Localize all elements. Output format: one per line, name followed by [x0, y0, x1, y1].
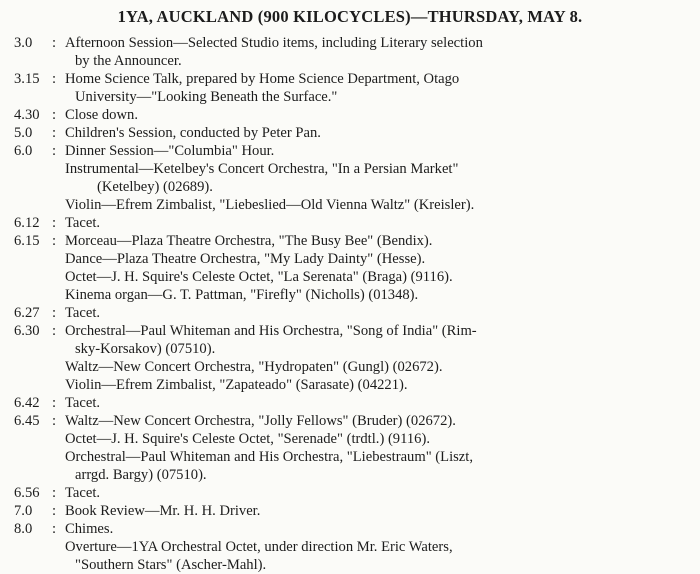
programme-text: Overture—1YA Orchestral Octet, under direction Mr. Eric Waters, — [65, 539, 453, 555]
programme-text: Tacet. — [65, 395, 101, 411]
programme-text: Dance—Plaza Theatre Orchestra, "My Lady Dainty" (Hesse). — [65, 251, 426, 267]
programme-text: Violin—Efrem Zimbalist, "Liebeslied—Old Vienna Waltz" (Kreisler). — [65, 197, 475, 213]
programme-text: Home Science Talk, prepared by Home Science Department, Otago — [65, 71, 460, 87]
time-slot: 6.30 — [14, 323, 40, 339]
time-slot: 6.45 — [14, 413, 40, 429]
time-slot: 6.42 — [14, 395, 40, 411]
time-slot: 3.0 — [14, 35, 33, 51]
programme-text: Waltz—New Concert Orchestra, "Jolly Fellows" (Bruder) (02672). — [65, 413, 456, 429]
time-slot: 6.56 — [14, 485, 40, 501]
programme-text: Chimes. — [65, 521, 114, 537]
programme-text: arrgd. Bargy) (07510). — [75, 467, 207, 483]
time-slot: 7.0 — [14, 503, 33, 519]
station-heading: 1YA, AUCKLAND (900 KILOCYCLES)—THURSDAY, MAY 8. — [117, 7, 583, 26]
time-separator: : — [52, 35, 57, 51]
time-separator: : — [52, 503, 57, 519]
programme-text: Dinner Session—"Columbia" Hour. — [65, 143, 275, 159]
time-separator: : — [52, 125, 57, 141]
programme-text: Orchestral—Paul Whiteman and His Orchestra, "Song of India" (Rim- — [65, 323, 477, 339]
time-separator: : — [52, 305, 57, 321]
programme-text: sky-Korsakov) (07510). — [75, 341, 216, 357]
programme-text: Book Review—Mr. H. H. Driver. — [65, 503, 261, 519]
programme-text: Kinema organ—G. T. Pattman, "Firefly" (Nicholls) (01348). — [65, 287, 419, 303]
time-slot: 6.15 — [14, 233, 40, 249]
time-slot: 5.0 — [14, 125, 33, 141]
programme-text: Orchestral—Paul Whiteman and His Orchestra, "Liebestraum" (Liszt, — [65, 449, 473, 465]
time-slot: 6.27 — [14, 305, 40, 321]
time-separator: : — [52, 71, 57, 87]
programme-text: Close down. — [65, 107, 138, 123]
time-slot: 4.30 — [14, 107, 40, 123]
programme-text: Octet—J. H. Squire's Celeste Octet, "La Serenata" (Braga) (9116). — [65, 269, 453, 285]
time-separator: : — [52, 143, 57, 159]
time-separator: : — [52, 215, 57, 231]
programme-text: Tacet. — [65, 485, 101, 501]
time-slot: 6.12 — [14, 215, 40, 231]
time-separator: : — [52, 413, 57, 429]
programme-text: Octet—J. H. Squire's Celeste Octet, "Serenade" (trdtl.) (9116). — [65, 431, 430, 447]
time-separator: : — [52, 107, 57, 123]
programme-text: Instrumental—Ketelbey's Concert Orchestra, "In a Persian Market" — [65, 161, 459, 177]
programme-text: Violin—Efrem Zimbalist, "Zapateado" (Sarasate) (04221). — [65, 377, 408, 393]
programme-text: "Southern Stars" (Ascher-Mahl). — [75, 557, 267, 573]
time-separator: : — [52, 521, 57, 537]
time-slot: 6.0 — [14, 143, 33, 159]
time-separator: : — [52, 233, 57, 249]
programme-text: Afternoon Session—Selected Studio items, including Literary selection — [65, 35, 483, 51]
time-separator: : — [52, 485, 57, 501]
programme-text: University—"Looking Beneath the Surface." — [75, 89, 338, 105]
programme-text: Waltz—New Concert Orchestra, "Hydropaten" (Gungl) (02672). — [65, 359, 443, 375]
programme-text: Tacet. — [65, 305, 101, 321]
time-separator: : — [52, 395, 57, 411]
time-separator: : — [52, 323, 57, 339]
programme-text: by the Announcer. — [75, 53, 182, 69]
programme-text: Tacet. — [65, 215, 101, 231]
time-slot: 8.0 — [14, 521, 33, 537]
programme-text: Children's Session, conducted by Peter Pan. — [65, 125, 321, 141]
time-slot: 3.15 — [14, 71, 40, 87]
programme-text: Morceau—Plaza Theatre Orchestra, "The Busy Bee" (Bendix). — [65, 233, 433, 249]
programme-text: (Ketelbey) (02689). — [97, 179, 213, 195]
